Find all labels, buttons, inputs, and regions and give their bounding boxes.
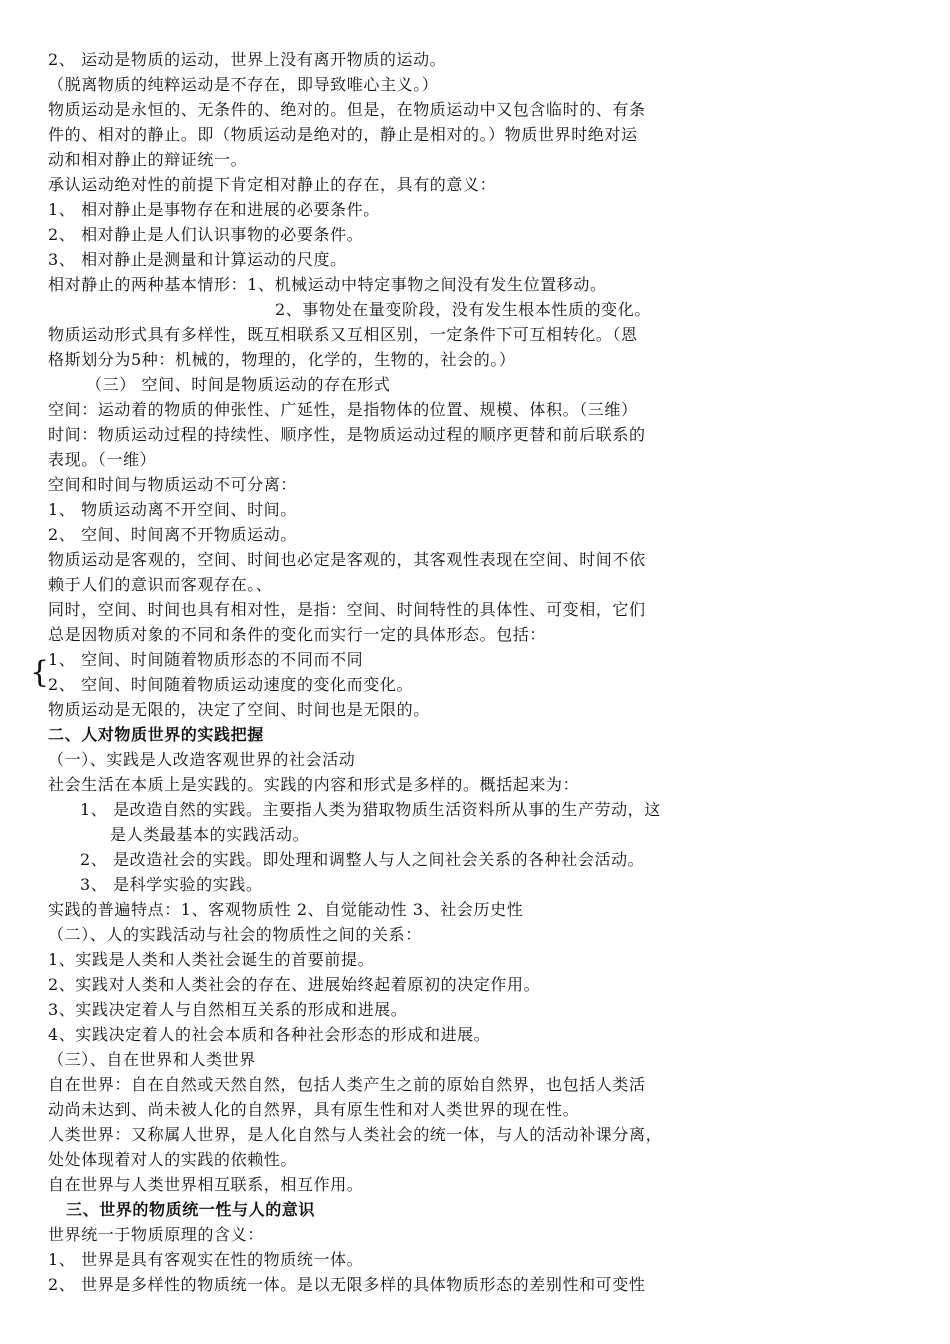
list-item: 3、实践决定着人与自然相互关系的形成和进展。 xyxy=(48,1000,408,1019)
text-line: 相对静止的两种基本情形：1、机械运动中特定事物之间没有发生位置移动。 xyxy=(48,275,607,294)
section-heading: （三） 空间、时间是物质运动的存在形式 xyxy=(86,375,391,394)
section-heading: （三）、自在世界和人类世界 xyxy=(48,1050,256,1069)
text-line: 物质运动是永恒的、无条件的、绝对的。但是，在物质运动中又包含临时的、有条 xyxy=(48,100,646,119)
text-line: 物质运动形式具有多样性，既互相联系又互相区别，一定条件下可互相转化。（恩 xyxy=(48,325,638,344)
text-line: 自在世界：自在自然或天然自然，包括人类产生之前的原始自然界，也包括人类活 xyxy=(48,1075,646,1094)
text-line: 承认运动绝对性的前提下肯定相对静止的存在，具有的意义： xyxy=(48,175,497,194)
section-heading: （二）、人的实践活动与社会的物质性之间的关系： xyxy=(48,925,422,944)
text-line: 物质运动是客观的，空间、时间也必定是客观的，其客观性表现在空间、时间不依 xyxy=(48,550,646,569)
text-line: 社会生活在本质上是实践的。实践的内容和形式是多样的。概括起来为： xyxy=(48,775,580,794)
text-line: 人类世界：又称属人世界，是人化自然与人类社会的统一体，与人的活动补课分离， xyxy=(48,1125,663,1144)
list-item: 4、实践决定着人的社会本质和各种社会形态的形成和进展。 xyxy=(48,1025,491,1044)
text-line: 2、 运动是物质的运动，世界上没有离开物质的运动。 xyxy=(48,50,447,69)
list-item: 1、实践是人类和人类社会诞生的首要前提。 xyxy=(48,950,375,969)
list-item: 1、 是改造自然的实践。主要指人类为猎取物质生活资料所从事的生产劳动，这 xyxy=(80,800,661,819)
text-line: 件的、相对的静止。即（物质运动是绝对的，静止是相对的。）物质世界时绝对运 xyxy=(48,125,638,144)
text-line: 动尚未达到、尚未被人化的自然界，具有原生性和对人类世界的现在性。 xyxy=(48,1100,580,1119)
list-item: 3、 是科学实验的实践。 xyxy=(80,875,263,894)
text-line: 空间：运动着的物质的伸张性、广延性，是指物体的位置、规模、体积。（三维） xyxy=(48,400,638,419)
section-heading: （一）、实践是人改造客观世界的社会活动 xyxy=(48,750,356,769)
text-line: 动和相对静止的辩证统一。 xyxy=(48,150,248,169)
text-line: 2、 空间、时间离不开物质运动。 xyxy=(48,525,297,544)
text-line: 1、 相对静止是事物存在和进展的必要条件。 xyxy=(48,200,380,219)
list-item: 2、 是改造社会的实践。即处理和调整人与人之间社会关系的各种社会活动。 xyxy=(80,850,645,869)
text-line: 表现。（一维） xyxy=(48,450,157,469)
text-line: 是人类最基本的实践活动。 xyxy=(110,825,310,844)
chapter-heading: 三、世界的物质统一性与人的意识 xyxy=(66,1200,316,1219)
text-line: 物质运动是无限的，决定了空间、时间也是无限的。 xyxy=(48,700,430,719)
brace-mark: { xyxy=(30,655,50,690)
text-line: 1、 空间、时间随着物质形态的不同而不同 xyxy=(48,650,364,669)
text-line: 3、 相对静止是测量和计算运动的尺度。 xyxy=(48,250,347,269)
chapter-heading: 二、人对物质世界的实践把握 xyxy=(48,725,264,744)
text-line: 世界统一于物质原理的含义： xyxy=(48,1225,264,1244)
text-line: 2、 空间、时间随着物质运动速度的变化而变化。 xyxy=(48,675,414,694)
text-line: 空间和时间与物质运动不可分离： xyxy=(48,475,298,494)
text-line: 实践的普遍特点：1、客观物质性 2、自觉能动性 3、社会历史性 xyxy=(48,900,524,919)
list-item: 2、 世界是多样性的物质统一体。是以无限多样的具体物质形态的差别性和可变性 xyxy=(48,1275,646,1294)
text-line: 2、事物处在量变阶段，没有发生根本性质的变化。 xyxy=(275,300,651,319)
text-line: 格斯划分为5种：机械的，物理的，化学的，生物的，社会的。） xyxy=(48,350,516,369)
text-line: 时间：物质运动过程的持续性、顺序性，是物质运动过程的顺序更替和前后联系的 xyxy=(48,425,646,444)
text-line: 自在世界与人类世界相互联系，相互作用。 xyxy=(48,1175,364,1194)
text-line: 2、 相对静止是人们认识事物的必要条件。 xyxy=(48,225,364,244)
list-item: 2、实践对人类和人类社会的存在、进展始终起着原初的决定作用。 xyxy=(48,975,541,994)
text-line: 1、 物质运动离不开空间、时间。 xyxy=(48,500,297,519)
text-line: 处处体现着对人的实践的依赖性。 xyxy=(48,1150,298,1169)
list-item: 1、 世界是具有客观实在性的物质统一体。 xyxy=(48,1250,364,1269)
text-line: （脱离物质的纯粹运动是不存在，即导致唯心主义。） xyxy=(48,75,439,94)
text-line: 总是因物质对象的不同和条件的变化而实行一定的具体形态。包括： xyxy=(48,625,547,644)
text-line: 赖于人们的意识而客观存在。、 xyxy=(48,575,273,594)
text-line: 同时，空间、时间也具有相对性，是指：空间、时间特性的具体性、可变相，它们 xyxy=(48,600,646,619)
